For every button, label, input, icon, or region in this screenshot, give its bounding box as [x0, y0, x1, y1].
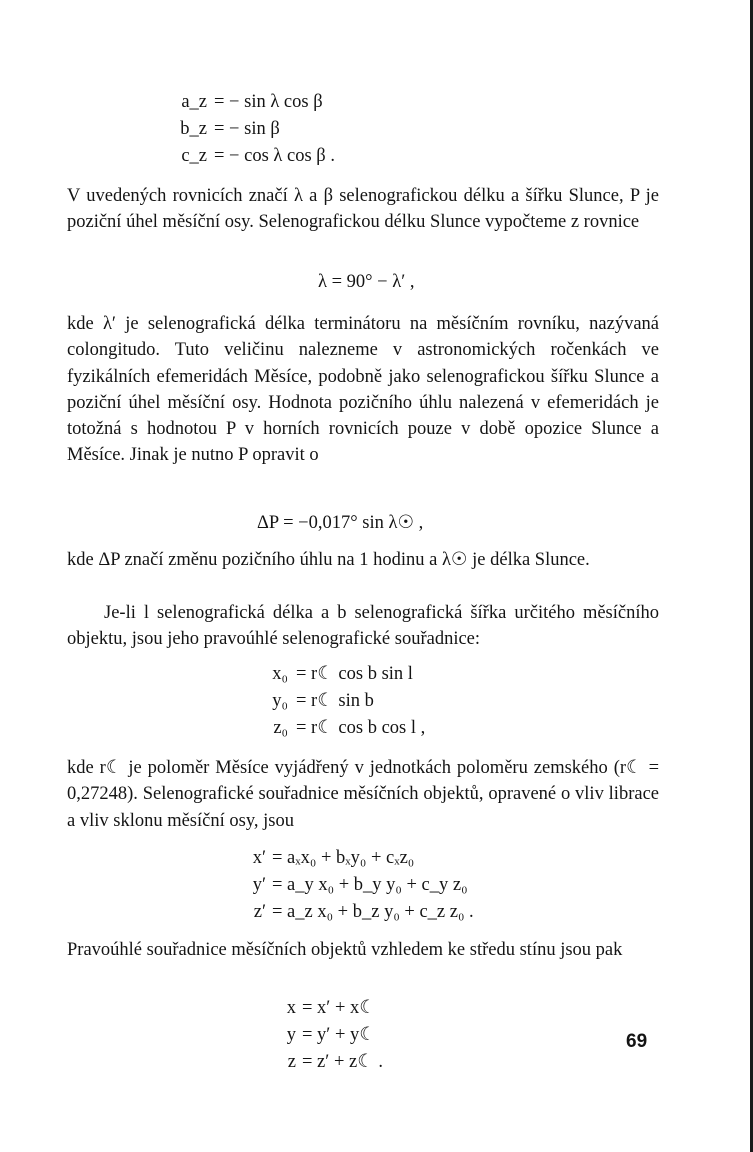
paragraph: kde r☾ je poloměr Měsíce vyjádřený v jednotkách poloměru zemského (r☾ = 0,27248). Selenografické souřadnice měsíčních objektů, opravené o vliv librace a vliv sklonu měsíční osy, jsou — [67, 758, 659, 831]
eq-lhs: y₀ — [272, 691, 288, 711]
eq-lhs: y′ — [252, 875, 266, 895]
page-number: 69 — [626, 1031, 648, 1052]
paragraph: Je-li l selenografická délka a b selenografická šířka určitého měsíčního objektu, jsou jeho pravoúhlé selenografické souřadnice: — [67, 603, 659, 650]
eq-lhs: x₀ — [272, 664, 288, 684]
equation-lambda: λ = 90° − λ′ , — [318, 272, 415, 292]
eq-rhs: = r☾ cos b sin l — [296, 664, 413, 684]
eq-lhs: z₀ — [273, 718, 288, 738]
equation-delta-p: ΔP = −0,017° sin λ☉ , — [257, 513, 424, 533]
eq-rhs: = r☾ sin b — [296, 691, 374, 711]
eq-lhs: y — [286, 1025, 296, 1045]
eq-rhs: = z′ + z☾ . — [302, 1052, 384, 1072]
eq-rhs: = − sin β — [214, 119, 280, 139]
eq-lhs: z′ — [253, 902, 266, 922]
eq-lhs: x — [286, 998, 296, 1018]
eq-rhs: = r☾ cos b cos l , — [296, 718, 426, 738]
paragraph: Pravoúhlé souřadnice měsíčních objektů vzhledem ke středu stínu jsou pak — [67, 940, 623, 960]
paragraph: kde ΔP značí změnu pozičního úhlu na 1 hodinu a λ☉ je délka Slunce. — [67, 550, 590, 570]
eq-rhs: = − cos λ cos β . — [214, 146, 335, 166]
eq-lhs: c_z — [181, 146, 207, 166]
eq-rhs: = − sin λ cos β — [214, 92, 323, 112]
eq-lhs: x′ — [252, 848, 266, 868]
eq-rhs: = aₓx₀ + bₓy₀ + cₓz₀ — [272, 848, 415, 868]
eq-lhs: z — [287, 1052, 296, 1072]
paragraph: V uvedených rovnicích značí λ a β selenografickou délku a šířku Slunce, P je poziční úhel měsíční osy. Selenografickou délku Slunce vypočteme z rovnice — [67, 186, 659, 233]
eq-rhs: = x′ + x☾ — [302, 998, 376, 1018]
paragraph: kde λ′ je selenografická délka terminátoru na měsíčním rovníku, nazývaná colongitudo. Tuto veličinu nalezneme v astronomických ročenkách ve fyzikálních efemeridách Měsíce, podobně jako selenografickou šířku Slunce a poziční úhel měsíční osy. Hodnota pozičního úhlu nalezená v efemeridách je totožná s hodnotou P v horních rovnicích pouze v době opozice Slunce a Měsíce. Jinak je nutno P opravit o — [67, 314, 659, 466]
eq-rhs: = y′ + y☾ — [302, 1025, 376, 1045]
eq-rhs: = a_z x₀ + b_z y₀ + c_z z₀ . — [272, 902, 474, 922]
eq-lhs: a_z — [181, 92, 207, 112]
eq-rhs: = a_y x₀ + b_y y₀ + c_y z₀ — [272, 875, 468, 895]
eq-lhs: b_z — [180, 119, 207, 139]
